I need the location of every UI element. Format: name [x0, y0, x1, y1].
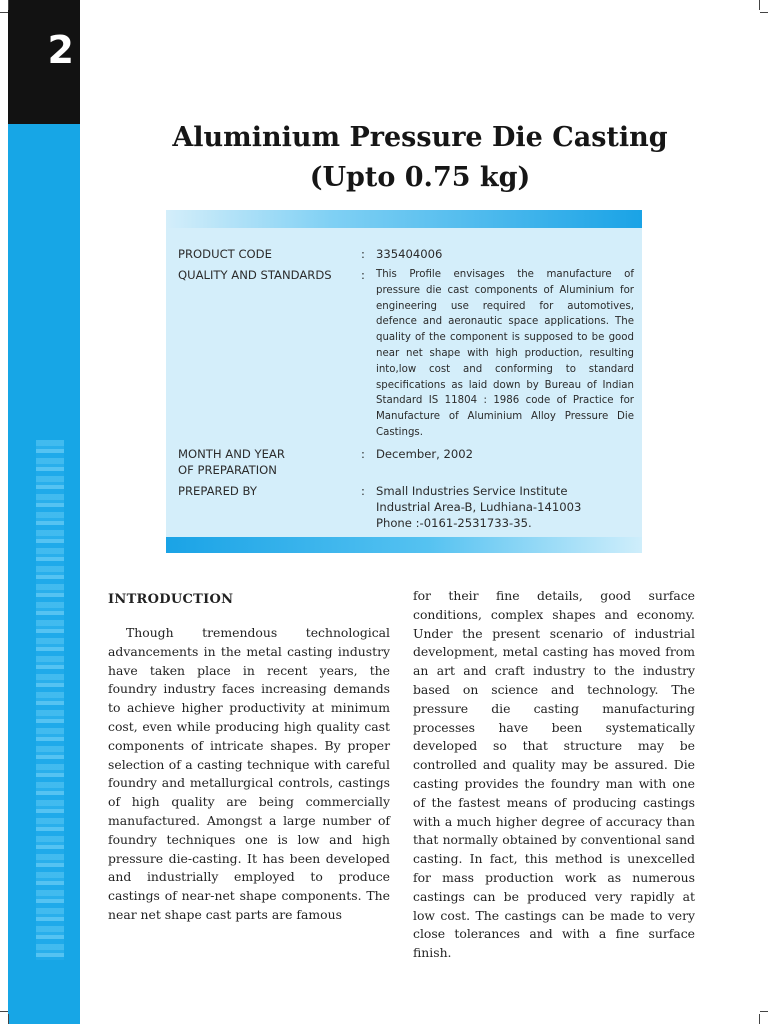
crop-mark	[759, 0, 760, 10]
prepared-by-label: PREPARED BY	[178, 483, 257, 498]
crop-mark	[760, 1011, 768, 1012]
quality-label: QUALITY AND STANDARDS	[178, 268, 332, 282]
info-box-bottom-bar	[166, 537, 642, 553]
month-year-label	[178, 446, 361, 478]
prepared-by-line-2: Industrial Area-B, Ludhiana-141003	[376, 499, 582, 514]
info-table	[178, 246, 634, 536]
month-year-value: December, 2002	[376, 446, 473, 461]
colon: :	[361, 268, 365, 282]
month-year-label-line-1: MONTH AND YEAR	[178, 446, 285, 461]
colon: :	[361, 483, 365, 498]
product-code-label: PRODUCT CODE	[178, 247, 272, 261]
crop-mark	[8, 0, 9, 10]
title-line-1: Aluminium Pressure Die Casting	[172, 122, 668, 153]
crop-mark	[8, 1014, 9, 1024]
info-box-top-bar	[166, 210, 642, 228]
body-text-left-column: Though tremendous technological advancements in the metal casting industry have taken place in recent years, the foundry industry faces increasing demands to achieve higher productivity at minimum cost, even while producing high quality cast components of intricate shapes. By proper selection of a casting technique with careful foundry and metallurgical controls, castings of high quality are being commercially manufactured. Amongst a large number of foundry techniques one is low and high pressure die-casting. It has been developed and industrially employed to produce castings of near-net shape components. The near net shape cast parts are famous	[108, 625, 390, 922]
info-row-quality	[178, 267, 634, 441]
info-box	[166, 210, 642, 553]
prepared-by-line-1: Small Industries Service Institute	[376, 483, 568, 498]
month-year-label-line-2: OF PREPARATION	[178, 462, 277, 477]
chapter-number-box	[8, 0, 80, 124]
info-row-month-year	[178, 446, 634, 478]
crop-mark	[760, 12, 768, 13]
product-code-value: 335404006	[376, 247, 443, 261]
title-line-2: (Upto 0.75 kg)	[309, 162, 531, 193]
chapter-number: 2	[47, 28, 74, 72]
colon: :	[361, 247, 365, 261]
prepared-by-line-3: Phone :-0161-2531733-35.	[376, 515, 532, 530]
crop-mark	[759, 1014, 760, 1024]
prepared-by-value	[376, 483, 634, 531]
body-text-right-column: for their fine details, good surface conditions, complex shapes and economy. Under the present scenario of industrial development, metal casting has moved from an art and craft industry to the industry based on science and technology. The pressure die casting manufacturing processes have been systematically developed so that structure may be controlled and quality may be assured. Die casting provides the foundry man with one of the fastest means of producing castings with a much higher degree of accuracy than that normally obtained by conventional sand casting. In fact, this method is unexcelled for mass production work as numerous castings can be produced very rapidly at low cost. The castings can be made to very close tolerances and with a fine surface finish.	[413, 588, 695, 961]
side-decorative-strip	[36, 440, 64, 960]
introduction-heading: INTRODUCTION	[108, 592, 234, 607]
crop-mark	[0, 12, 8, 13]
page-title	[90, 118, 750, 198]
crop-mark	[0, 1011, 8, 1012]
colon: :	[361, 446, 365, 461]
info-row-product-code	[178, 246, 634, 262]
info-row-prepared-by	[178, 483, 634, 531]
quality-value: This Profile envisages the manufacture of pressure die cast components of Aluminium for engineering use required for automotives, defence and aeronautic space applications. The quality of the component is supposed to be good near net shape with high production, resulting into,low cost and conforming to standard specifications as laid down by Bureau of Indian Standard IS 11804 : 1986 code of Practice for Manufacture of Aluminium Alloy Pressure Die Castings.	[376, 269, 634, 438]
